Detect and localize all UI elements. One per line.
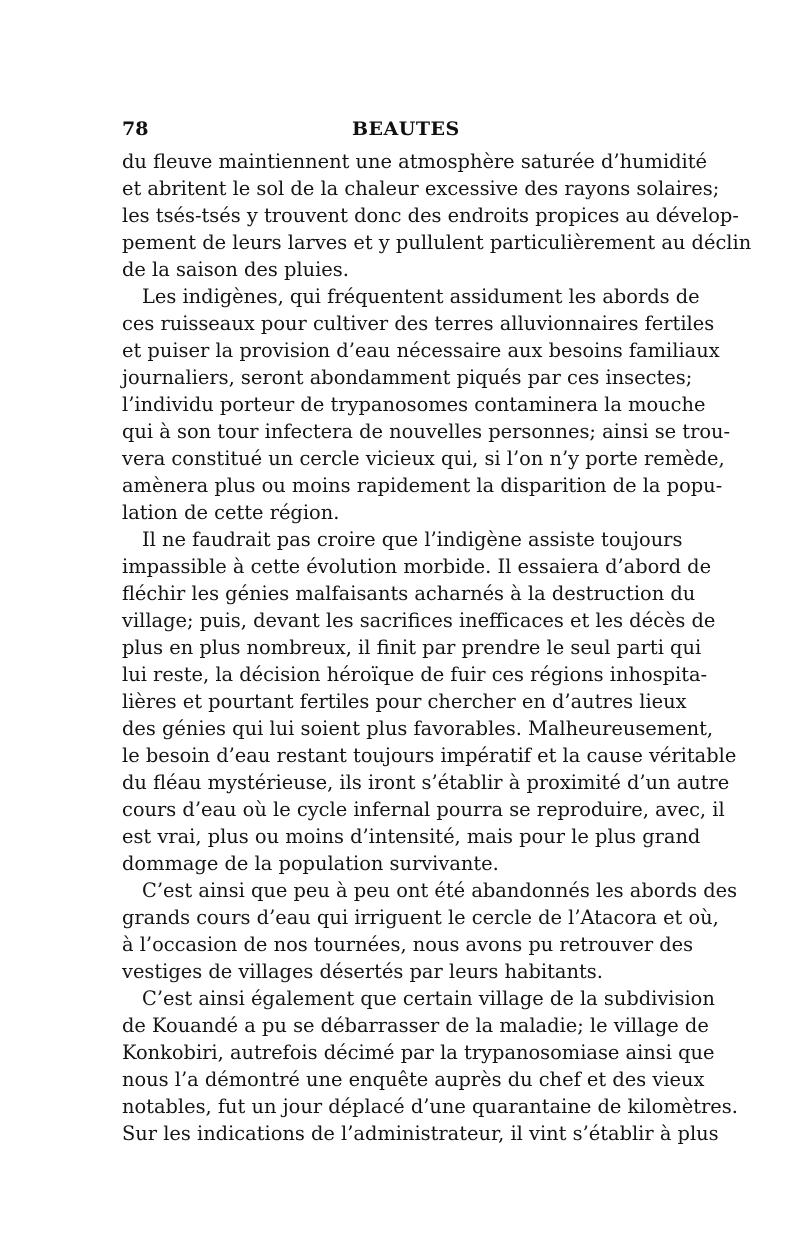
text-line: du fleuve maintiennent une atmosphère saturée d’humidité xyxy=(122,150,708,173)
text-line: le besoin d’eau restant toujours impératif et la cause véritable xyxy=(122,744,737,767)
text-line: village; puis, devant les sacrifices inefficaces et les décès de xyxy=(122,609,716,632)
text-line: Sur les indications de l’administrateur, il vint s’établir à plus xyxy=(122,1122,719,1145)
paragraph xyxy=(122,877,738,985)
text-line: du fléau mystérieuse, ils iront s’établir à proximité d’un autre xyxy=(122,771,730,794)
text-line: à l’occasion de nos tournées, nous avons pu retrouver des xyxy=(122,933,694,956)
text-line: Il ne faudrait pas croire que l’indigène assiste toujours xyxy=(142,528,683,551)
text-line: lières et pourtant fertiles pour chercher en d’autres lieux xyxy=(122,690,687,713)
text-line: qui à son tour infectera de nouvelles personnes; ainsi se trou- xyxy=(122,420,731,443)
text-line: fléchir les génies malfaisants acharnés à la destruction du xyxy=(122,582,696,605)
text-line: Les indigènes, qui fréquentent assidument les abords de xyxy=(142,285,700,308)
paragraph xyxy=(122,985,738,1147)
text-line: notables, fut un jour déplacé d’une quarantaine de kilomètres. xyxy=(122,1095,738,1118)
page-number: 78 xyxy=(122,118,149,140)
text-line: de la saison des pluies. xyxy=(122,258,349,281)
text-line: cours d’eau où le cycle infernal pourra se reproduire, avec, il xyxy=(122,798,725,821)
text-line: vestiges de villages désertés par leurs habitants. xyxy=(122,960,603,983)
text-line: pement de leurs larves et y pullulent particulièrement au déclin xyxy=(122,231,752,254)
paragraph xyxy=(122,148,752,283)
text-line: et puiser la provision d’eau nécessaire aux besoins familiaux xyxy=(122,339,720,362)
text-line: vera constitué un cercle vicieux qui, si l’on n’y porte remède, xyxy=(122,447,725,470)
text-line: Konkobiri, autrefois décimé par la trypanosomiase ainsi que xyxy=(122,1041,715,1064)
text-line: amènera plus ou moins rapidement la disparition de la popu- xyxy=(122,474,723,497)
paragraph xyxy=(122,283,731,526)
running-head xyxy=(122,118,678,148)
text-line: est vrai, plus ou moins d’intensité, mais pour le plus grand xyxy=(122,825,701,848)
body-text xyxy=(122,148,752,1147)
text-line: nous l’a démontré une enquête auprès du chef et des vieux xyxy=(122,1068,705,1091)
text-line: ces ruisseaux pour cultiver des terres alluvionnaires fertiles xyxy=(122,312,715,335)
text-line: grands cours d’eau qui irriguent le cercle de l’Atacora et où, xyxy=(122,906,719,929)
text-line: impassible à cette évolution morbide. Il essaiera d’abord de xyxy=(122,555,712,578)
text-line: lation de cette région. xyxy=(122,501,340,524)
paragraph xyxy=(122,526,737,877)
text-line: journaliers, seront abondamment piqués par ces insectes; xyxy=(122,366,693,389)
text-line: lui reste, la décision héroïque de fuir ces régions inhospita- xyxy=(122,663,708,686)
text-line: C’est ainsi que peu à peu ont été abandonnés les abords des xyxy=(142,879,738,902)
text-line: des génies qui lui soient plus favorables. Malheureusement, xyxy=(122,717,714,740)
text-line: C’est ainsi également que certain village de la subdivision xyxy=(142,987,715,1010)
text-line: l’individu porteur de trypanosomes contaminera la mouche xyxy=(122,393,706,416)
text-line: et abritent le sol de la chaleur excessive des rayons solaires; xyxy=(122,177,720,200)
text-line: de Kouandé a pu se débarrasser de la maladie; le village de xyxy=(122,1014,709,1037)
text-line: les tsés-tsés y trouvent donc des endroits propices au dévelop- xyxy=(122,204,739,227)
text-line: plus en plus nombreux, il finit par prendre le seul parti qui xyxy=(122,636,702,659)
running-title: BEAUTES xyxy=(352,118,460,140)
text-line: dommage de la population survivante. xyxy=(122,852,499,875)
